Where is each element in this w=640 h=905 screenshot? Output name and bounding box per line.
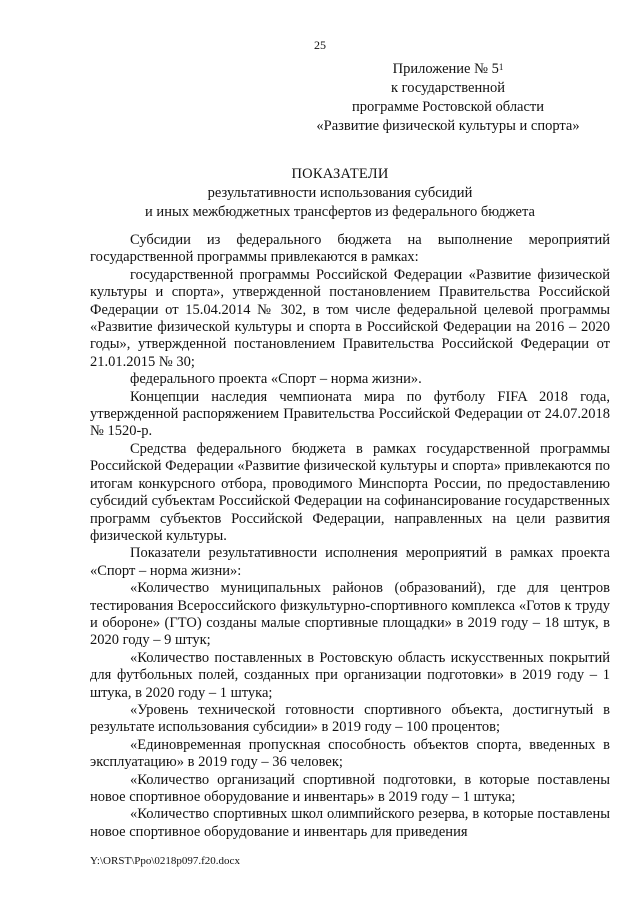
paragraph-7: «Количество муниципальных районов (образований), где для центров тестирования Всероссийского физкультурно-спортивного комплекса «Готов к труду и обороне» (ГТО) созданы малые спортивные площадки» в 2019 году – 18 штук, в 2020 году – 9 штук;: [90, 580, 610, 649]
heading-line2: результативности использования субсидий: [207, 185, 473, 201]
heading-title: ПОКАЗАТЕЛИ: [291, 166, 389, 182]
paragraph-12: «Количество спортивных школ олимпийского резерва, в которые поставлены новое спортивное оборудование и инвентарь для приведения: [90, 806, 610, 840]
paragraph-5: Средства федерального бюджета в рамках государственной программы Российской Федерации «Развитие физической культуры и спорта» привлекаются по итогам конкурсного отбора, проводимого Минспорта России, по предоставлению субсидий субъектам Российской Федерации на софинансирование государственных программ субъектов Российской Федерации, направленных на цели развития физической культуры.: [90, 440, 610, 544]
page-number: 25: [314, 38, 326, 52]
paragraph-9: «Уровень технической готовности спортивного объекта, достигнутый в результате использования субсидии» в 2019 году – 100 процентов;: [90, 701, 610, 736]
appendix-superscript: 1: [498, 62, 504, 72]
paragraph-8: «Количество поставленных в Ростовскую область искусственных покрытий для футбольных полей, созданных при организации подготовки» в 2019 году – 1 штука, в 2020 году – 1 штука;: [90, 649, 610, 701]
appendix-block: [300, 60, 596, 136]
paragraph-2: государственной программы Российской Федерации «Развитие физической культуры и спорта», утвержденной постановлением Правительства Российской Федерации от 15.04.2014 № 302, в том числе федеральной целевой программы «Развитие физической культуры и спорта в Российской Федерации на 2016 – 2020 годы», утвержденной постановлением Правительства Российской Федерации от 21.01.2015 № 30;: [90, 266, 610, 370]
appendix-line4: «Развитие физической культуры и спорта»: [316, 118, 580, 134]
paragraph-11: «Количество организаций спортивной подготовки, в которые поставлены новое спортивное оборудование и инвентарь» в 2019 году – 1 штука;: [90, 771, 610, 805]
paragraph-3: федерального проекта «Спорт – норма жизни».: [130, 371, 422, 388]
appendix-line3: программе Ростовской области: [351, 99, 545, 115]
paragraph-4: Концепции наследия чемпионата мира по футболу FIFA 2018 года, утвержденной распоряжением Правительства Российской Федерации от 24.07.2018 № 1520-р.: [90, 388, 610, 440]
document-heading: [80, 165, 600, 222]
appendix-line1: [300, 60, 596, 79]
paragraph-1: Субсидии из федерального бюджета на выполнение мероприятий государственной программы привлекаются в рамках:: [90, 232, 610, 266]
appendix-line2: к государственной: [390, 80, 505, 96]
paragraph-6: Показатели результативности исполнения мероприятий в рамках проекта «Спорт – норма жизни»:: [90, 545, 610, 579]
paragraph-10: «Единовременная пропускная способность объектов спорта, введенных в эксплуатацию» в 2019 году – 36 человек;: [90, 736, 610, 771]
body-text: [90, 232, 610, 841]
heading-line3: и иных межбюджетных трансфертов из федерального бюджета: [145, 204, 535, 220]
appendix-title: Приложение № 5: [392, 61, 499, 77]
file-path-footer: Y:\ORST\Ppo\0218p097.f20.docx: [90, 855, 240, 867]
